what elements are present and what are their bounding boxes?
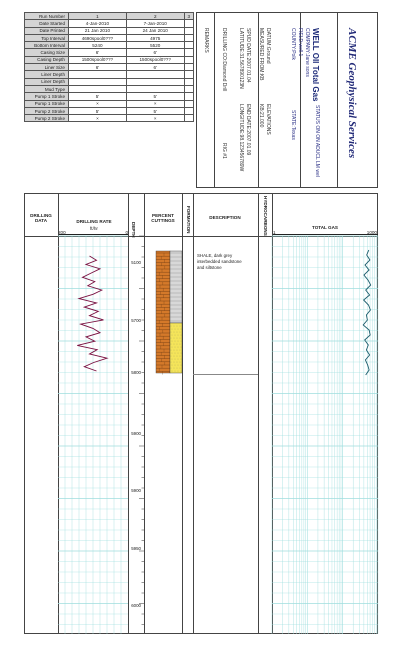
depth-label-5: 5950	[131, 546, 141, 551]
run-table-label: Liner Depth	[25, 71, 69, 78]
run-table-cell	[184, 27, 193, 34]
run-table-cell: ×	[126, 115, 184, 122]
status-field: STATUS ON ON ADUCL LM wel	[314, 105, 320, 177]
run-table-label: Casing Size	[25, 49, 69, 56]
run-table-label: Date Started	[25, 20, 69, 27]
total-gas-label: TOTAL GAS	[311, 225, 339, 230]
depth-label-0: 5100	[131, 260, 141, 265]
description-line-2: and siltstone	[197, 265, 222, 270]
run-table-cell: 7-Jan-2010	[126, 20, 184, 27]
total-gas-grid	[272, 236, 378, 634]
latitude-field: LATITUDE:31.567890123N	[238, 28, 244, 89]
lithology-column	[156, 236, 184, 376]
drilling-data-label: DRILLING DATA	[30, 213, 52, 224]
run-table-label: Pump 1 Stroke	[25, 100, 69, 107]
run-table-cell: 5240	[69, 42, 127, 49]
siltstone-block	[170, 251, 182, 323]
depth-label-4: 5900	[131, 488, 141, 493]
depth-label: DEPTH	[131, 222, 136, 238]
rate-max-label: 0	[125, 230, 128, 235]
run-table-label: Pump 2 Stroke	[25, 115, 69, 122]
run-table-cell	[184, 56, 193, 63]
drilling-rate-curve	[77, 256, 107, 371]
run-table-cell	[184, 71, 193, 78]
run-table-cell	[184, 78, 193, 85]
total-gas-curve	[363, 250, 371, 375]
run-table-row	[25, 42, 194, 49]
formation-label: FORMATION	[186, 206, 191, 234]
run-table-row	[25, 100, 194, 107]
run-table-label: Liner Depth	[25, 78, 69, 85]
run-table-cell: 5'	[126, 93, 184, 100]
run-table-cell: 4-Jan-2010	[69, 20, 127, 27]
grid-lines	[58, 236, 128, 634]
run-table-cell	[69, 85, 127, 92]
run-table-row	[25, 49, 194, 56]
rate-min-label: 200	[58, 230, 66, 235]
run-table-cell: ×	[126, 100, 184, 107]
run-table-cell	[69, 71, 127, 78]
run-table-cell: 6'	[126, 64, 184, 71]
run-table-cell: 24 Jan 2010	[126, 27, 184, 34]
run-table-label: Mud Type	[25, 85, 69, 92]
run-table-cell	[184, 107, 193, 114]
run-table-cell	[184, 100, 193, 107]
sandstone-block	[170, 323, 182, 373]
county-field: COUNTY:Polk	[290, 28, 296, 60]
run-table-cell	[184, 34, 193, 41]
run-table-cell: 5'	[126, 107, 184, 114]
drilling-co-field: DRILLING CO:Diamond Drill	[221, 28, 227, 92]
drilling-rate-grid	[58, 236, 128, 634]
description-label: DESCRIPTION	[209, 215, 241, 220]
run-table-cell	[184, 85, 193, 92]
elevation-field: ELEVATIONS	[265, 104, 271, 135]
rig-field: RIG #1	[221, 143, 227, 159]
company-field: COMPANY:Jane sons	[304, 28, 310, 77]
run-table-label: Casing Depth	[25, 56, 69, 63]
run-table	[24, 12, 194, 122]
run-table-row	[25, 27, 194, 34]
run-table-cell	[126, 85, 184, 92]
remarks-field: REMARKS	[203, 28, 209, 53]
run-table-cell	[184, 93, 193, 100]
drilling-rate-label: DRILLING RATE	[76, 219, 112, 224]
run-table-row	[25, 115, 194, 122]
gas-min-label: 1	[273, 230, 276, 235]
description-line-1: interbedded sandstone	[197, 259, 242, 264]
run-table-row	[25, 56, 194, 63]
run-table-cell	[184, 20, 193, 27]
field-field: FIELD:well.1	[297, 28, 303, 57]
gas-max-label: 1000	[366, 230, 377, 235]
run-table-row	[25, 71, 194, 78]
measured-from-field: MEASURED FROM:KB	[258, 28, 264, 81]
run-table-row	[25, 107, 194, 114]
run-table-row	[25, 34, 194, 41]
hydrocarbons-label: HYDROCARBONS	[263, 196, 268, 236]
well-title: WELL OIl Total Gas	[311, 28, 320, 102]
drilling-rate-unit: ft/hr	[90, 226, 98, 231]
run-table-label: Pump 1 Stroke	[25, 93, 69, 100]
run-table-label: Bottom Interval	[25, 42, 69, 49]
run-table-cell: 4975	[126, 34, 184, 41]
run-table-cell: 5520	[126, 42, 184, 49]
run-table-row	[25, 93, 194, 100]
run-table-label: Pump 2 Stroke	[25, 107, 69, 114]
run-table-cell	[69, 78, 127, 85]
run-table-header-2: 2	[126, 13, 184, 20]
run-table-row	[25, 20, 194, 27]
kb-field: KB:21.000	[258, 104, 264, 128]
run-table-label: Liner Size	[25, 64, 69, 71]
run-table-label: Date Printed	[25, 27, 69, 34]
datum-field: DATUM:Ground	[265, 28, 271, 64]
run-table-cell	[126, 78, 184, 85]
company-name: ACME Geophysical Services	[346, 28, 358, 159]
run-table-row	[25, 78, 194, 85]
run-table-row	[25, 64, 194, 71]
run-table-cell	[184, 64, 193, 71]
percent-cuttings-label: PERCENT CUTTINGS	[151, 213, 175, 224]
run-table-cell: 5'	[69, 107, 127, 114]
run-table-row	[25, 85, 194, 92]
run-table-cell	[184, 49, 193, 56]
depth-label-6: 6000	[131, 603, 141, 608]
run-table-cell: 6'	[126, 49, 184, 56]
run-table-cell	[126, 71, 184, 78]
run-table-label: Top Interval	[25, 34, 69, 41]
run-table-header-0: Run Number	[25, 13, 69, 20]
state-field: STATE:Texas	[290, 110, 296, 140]
run-table-cell: 1500spool0???	[69, 56, 127, 63]
run-table-cell: 4690spool0???	[69, 34, 127, 41]
depth-label-1: 5700	[131, 318, 141, 323]
grid-lines	[272, 236, 378, 634]
run-table-header-3: 3	[184, 13, 193, 20]
run-table-cell: 6'	[69, 64, 127, 71]
run-table-cell: 5'	[69, 93, 127, 100]
end-date-field: END DATE:2007.01.09	[245, 104, 251, 156]
depth-label-3: 5900	[131, 431, 141, 436]
run-table-cell	[184, 115, 193, 122]
description-line-0: SHALE, dark grey	[197, 253, 233, 258]
run-table-header-1: 1	[69, 13, 127, 20]
shale-block	[156, 251, 170, 373]
depth-label-2: 5800	[131, 370, 141, 375]
run-table-cell: ×	[69, 115, 127, 122]
run-table-cell: 1500spool0???	[126, 56, 184, 63]
spud-field: SPUD DATE:2007.01.04	[245, 28, 251, 83]
run-table-cell	[184, 42, 193, 49]
run-table-cell: 6'	[69, 49, 127, 56]
run-table-cell: 21 Jan 2010	[69, 27, 127, 34]
run-table-cell: ×	[69, 100, 127, 107]
longitude-field: LONGITUDE:98.123456789W	[238, 104, 244, 172]
